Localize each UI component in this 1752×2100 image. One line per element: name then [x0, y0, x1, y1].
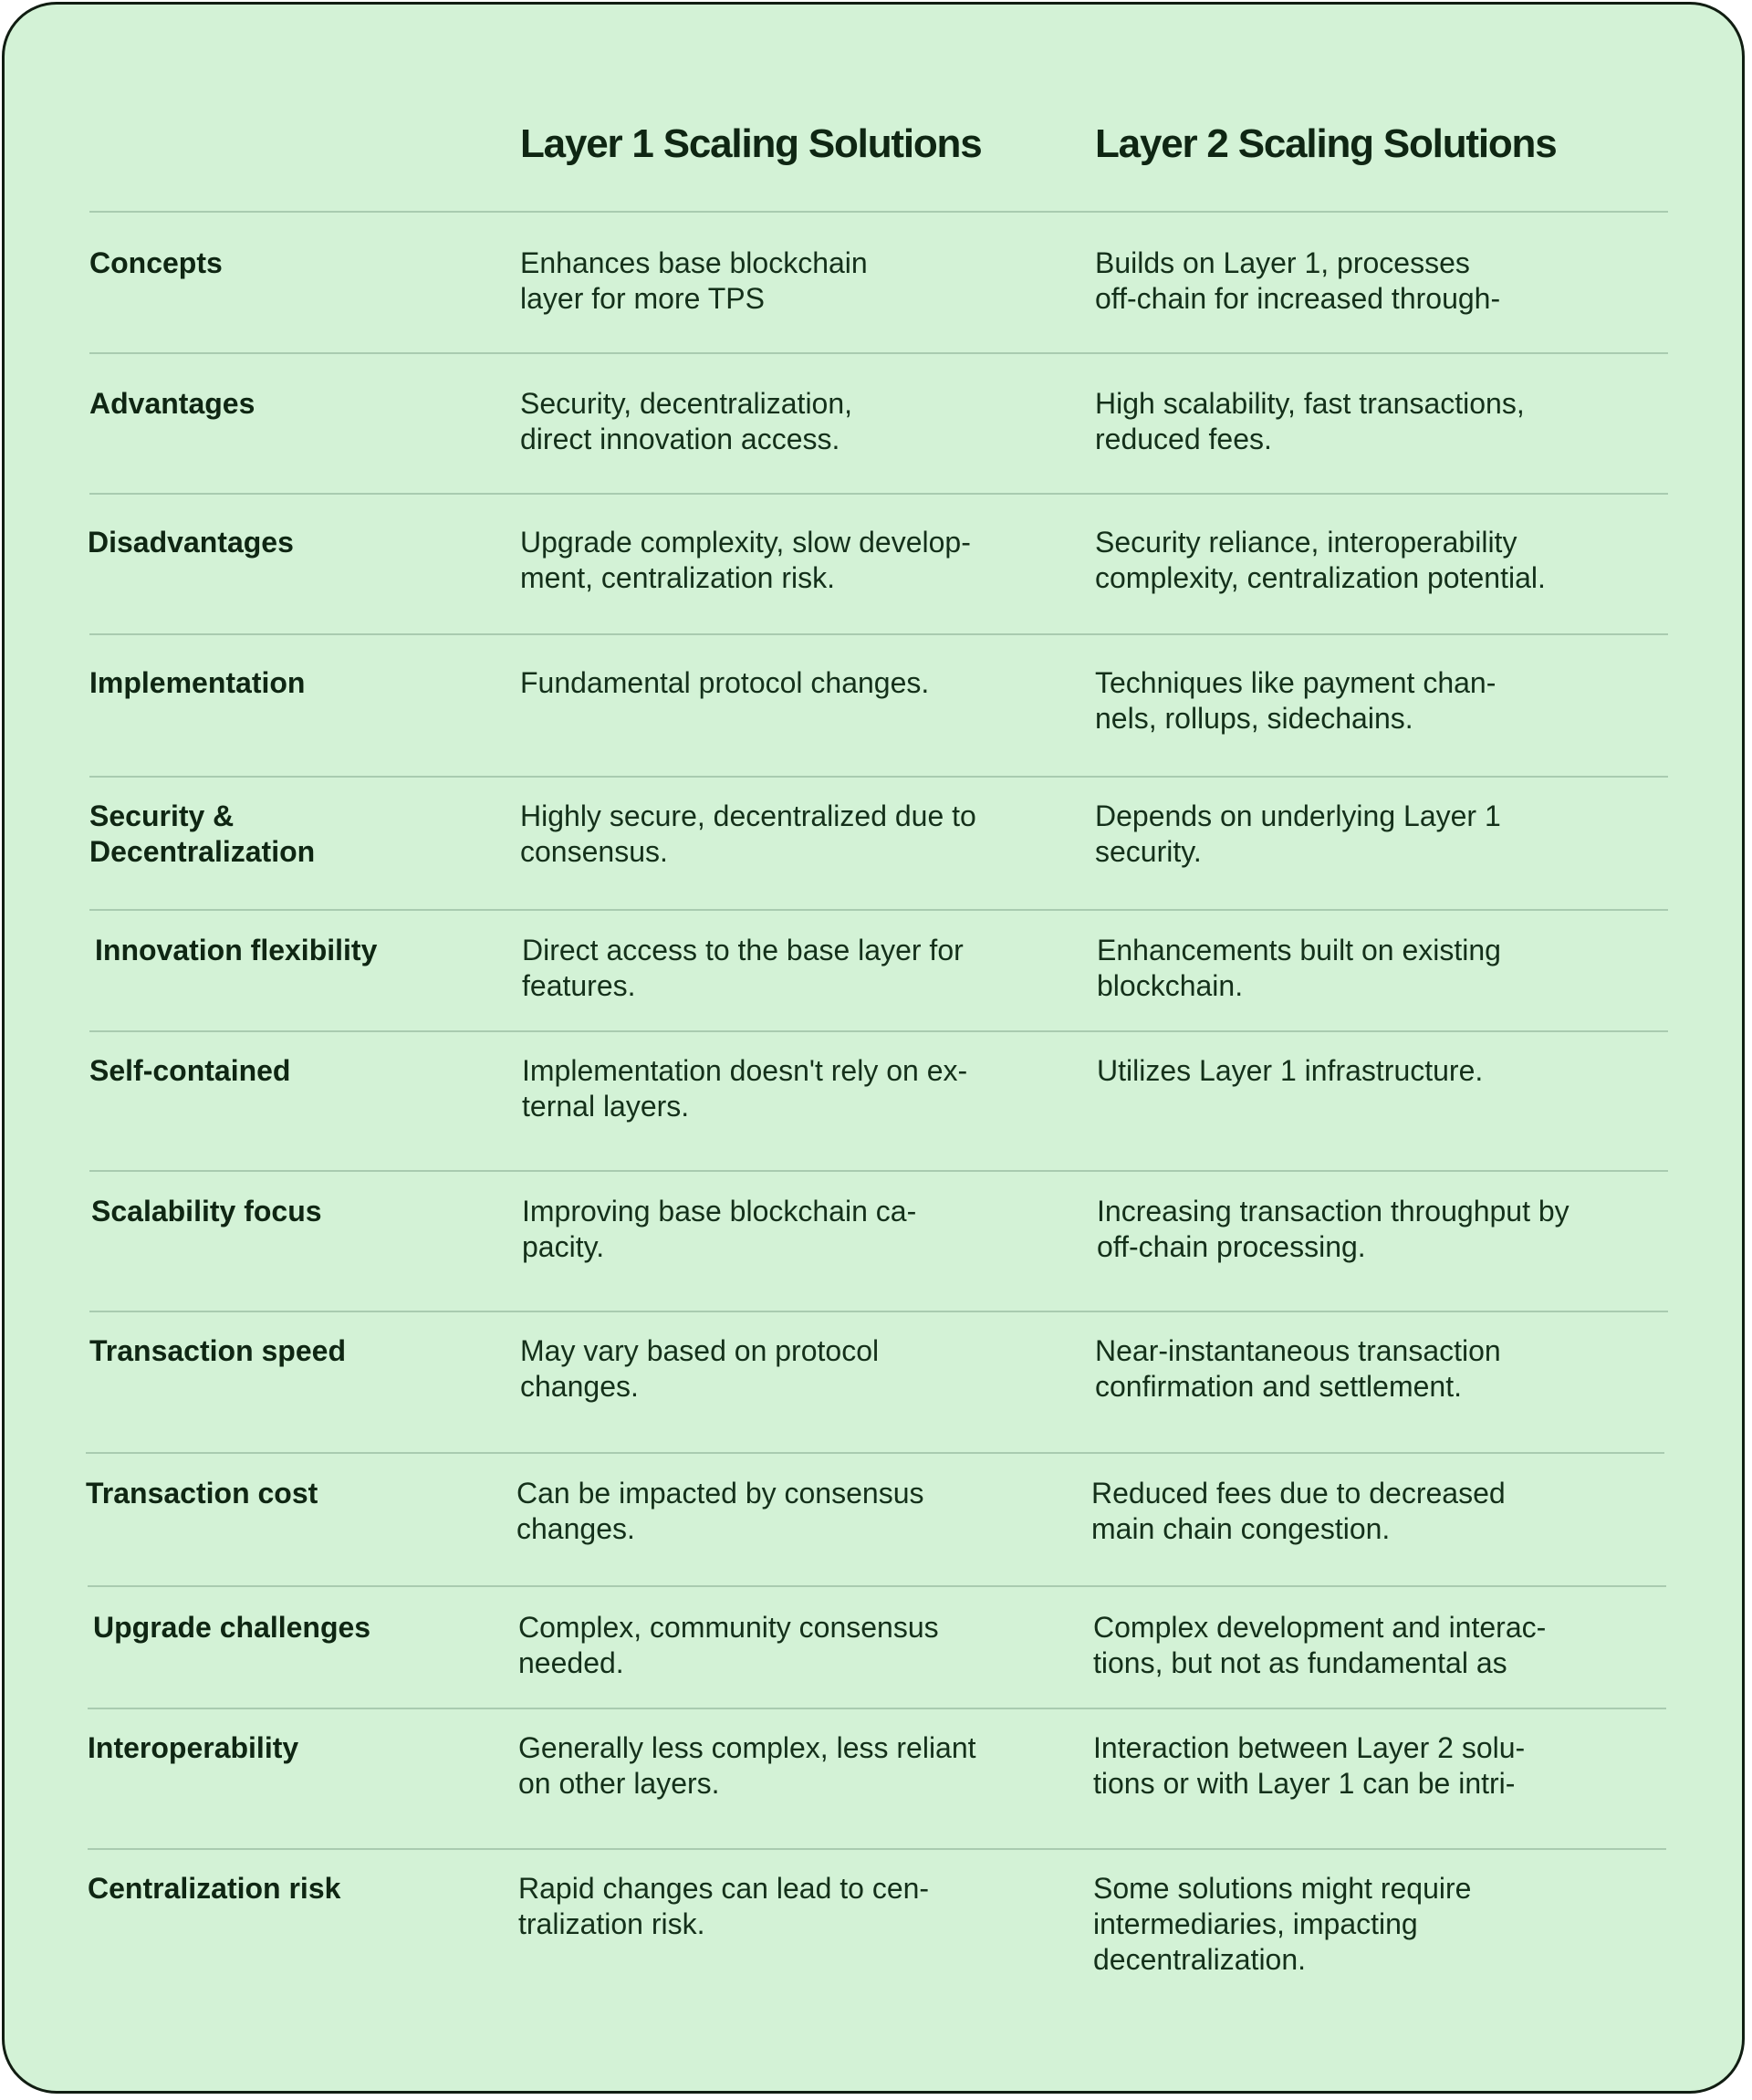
layer1-cell: Enhances base blockchain layer for more TPS — [520, 246, 868, 315]
layer1-cell: Can be impacted by consensus changes. — [516, 1477, 924, 1545]
layer1-cell: Highly secure, decentralized due to consensus. — [520, 799, 976, 868]
layer1-cell: Security, decentralization, direct innovation access. — [520, 387, 853, 455]
layer2-cell: Techniques like payment chan- nels, rollups, sidechains. — [1095, 666, 1496, 735]
row-divider — [88, 1848, 1666, 1850]
row-divider — [86, 1452, 1664, 1454]
row-divider — [89, 1170, 1668, 1172]
layer1-cell: Complex, community consensus needed. — [518, 1611, 939, 1679]
layer1-cell: May vary based on protocol changes. — [520, 1334, 880, 1403]
layer2-cell: Utilizes Layer 1 infrastructure. — [1097, 1054, 1484, 1087]
layer2-cell: Interaction between Layer 2 solu- tions or with Layer 1 can be intri- — [1093, 1731, 1526, 1800]
layer1-cell: Generally less complex, less reliant on other layers. — [518, 1731, 976, 1800]
layer1-cell: Rapid changes can lead to cen- tralization risk. — [518, 1872, 930, 1940]
layer2-cell: Some solutions might require intermediaries, impacting decentralization. — [1093, 1872, 1472, 1976]
row-divider — [89, 1030, 1668, 1032]
row-divider — [88, 1708, 1666, 1709]
layer2-cell: Increasing transaction throughput by off-chain processing. — [1097, 1195, 1570, 1263]
layer2-cell: High scalability, fast transactions, reduced fees. — [1095, 387, 1525, 455]
row-divider — [89, 633, 1668, 635]
layer1-cell: Implementation doesn't rely on ex- ternal layers. — [522, 1054, 968, 1123]
row-divider — [89, 1311, 1668, 1312]
row-divider — [89, 493, 1668, 495]
layer2-cell: Complex development and interac- tions, but not as fundamental as — [1093, 1611, 1547, 1679]
layer1-cell: Direct access to the base layer for features. — [522, 934, 964, 1002]
layer2-cell: Near-instantaneous transaction confirmation and settlement. — [1095, 1334, 1501, 1403]
table-header — [5, 121, 1742, 185]
layer2-cell: Security reliance, interoperability complexity, centralization potential. — [1095, 526, 1546, 594]
row-label: Scalability focus — [91, 1195, 322, 1228]
row-divider — [89, 352, 1668, 354]
row-label: Concepts — [89, 246, 223, 279]
layer1-column-header: Layer 1 Scaling Solutions — [520, 121, 982, 166]
row-label: Implementation — [89, 666, 306, 699]
layer2-cell: Builds on Layer 1, processes off-chain for increased through- — [1095, 246, 1501, 315]
row-divider — [89, 909, 1668, 911]
row-label: Upgrade challenges — [93, 1611, 371, 1644]
layer2-cell: Enhancements built on existing blockchain. — [1097, 934, 1501, 1002]
row-label: Security & Decentralization — [89, 799, 316, 868]
row-divider — [89, 776, 1668, 778]
row-label: Centralization risk — [88, 1872, 341, 1905]
row-divider — [88, 1585, 1666, 1587]
row-label: Interoperability — [88, 1731, 299, 1764]
row-label: Transaction speed — [89, 1334, 346, 1367]
row-label: Self-contained — [89, 1054, 291, 1087]
row-label: Disadvantages — [88, 526, 294, 559]
row-label: Innovation flexibility — [95, 934, 378, 966]
layer2-cell: Depends on underlying Layer 1 security. — [1095, 799, 1501, 868]
layer1-cell: Fundamental protocol changes. — [520, 666, 930, 699]
comparison-card — [2, 2, 1745, 2094]
header-divider — [89, 211, 1668, 213]
layer1-cell: Upgrade complexity, slow develop- ment, centralization risk. — [520, 526, 971, 594]
row-label: Advantages — [89, 387, 256, 420]
layer2-column-header: Layer 2 Scaling Solutions — [1095, 121, 1557, 166]
row-label: Transaction cost — [86, 1477, 318, 1510]
layer2-cell: Reduced fees due to decreased main chain congestion. — [1091, 1477, 1506, 1545]
layer1-cell: Improving base blockchain ca- pacity. — [522, 1195, 917, 1263]
